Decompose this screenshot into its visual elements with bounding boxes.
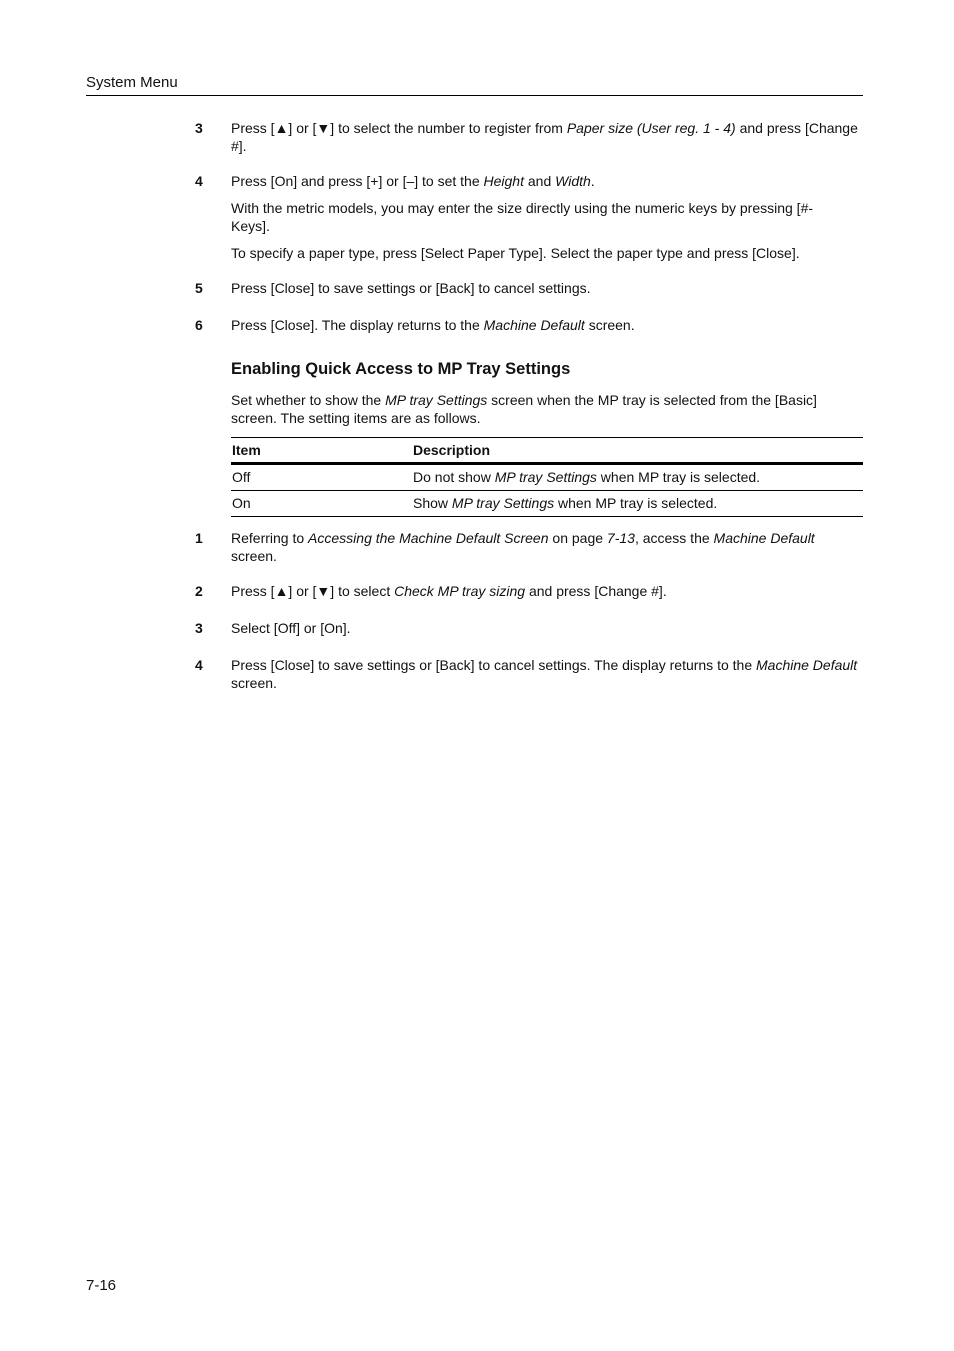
step-text: Select [Off] or [On]. xyxy=(231,620,351,636)
step-text: Press [▲] or [▼] to select the number to register from Paper size (User reg. 1 - 4) and press [Change #]. xyxy=(231,120,858,154)
step-2b xyxy=(195,582,863,600)
column-header-description: Description xyxy=(413,442,491,458)
step-1b xyxy=(195,529,863,565)
step-number: 3 xyxy=(195,620,203,636)
page-number: 7-16 xyxy=(86,1277,117,1294)
step-4b xyxy=(195,656,863,692)
section-intro: Set whether to show the MP tray Settings screen when the MP tray is selected from the [Basic] screen. The setting items are as follows. xyxy=(231,392,817,426)
step-text: Press [On] and press [+] or [–] to set the Height and Width. xyxy=(231,173,595,189)
table-row xyxy=(231,465,863,491)
step-number: 4 xyxy=(195,173,203,189)
step-6a xyxy=(195,316,863,334)
header-title: System Menu xyxy=(86,74,178,91)
step-5a xyxy=(195,279,863,297)
table-cell-item: Off xyxy=(232,469,251,485)
step-number: 1 xyxy=(195,530,203,546)
step-4a xyxy=(195,172,863,190)
column-header-item: Item xyxy=(232,442,261,458)
table-cell-description: Show MP tray Settings when MP tray is selected. xyxy=(413,495,718,511)
step-number: 2 xyxy=(195,583,203,599)
step-text: Press [Close] to save settings or [Back] to cancel settings. xyxy=(231,280,591,296)
page-header xyxy=(86,73,863,96)
table-cell-description: Do not show MP tray Settings when MP tray is selected. xyxy=(413,469,761,485)
step-text: Press [▲] or [▼] to select Check MP tray sizing and press [Change #]. xyxy=(231,583,667,599)
step-3b xyxy=(195,619,863,637)
step-text: Press [Close]. The display returns to the Machine Default screen. xyxy=(231,317,635,333)
table-cell-item: On xyxy=(232,495,251,511)
settings-table xyxy=(231,437,863,517)
step4-note-paper-type: To specify a paper type, press [Select Paper Type]. Select the paper type and press [Close]. xyxy=(231,245,800,261)
step-text: Press [Close] to save settings or [Back] to cancel settings. The display returns to the Machine Default screen. xyxy=(231,657,858,691)
step-3a xyxy=(195,119,863,155)
table-header-row xyxy=(231,438,863,465)
step-text: Referring to Accessing the Machine Default Screen on page 7-13, access the Machine Default screen. xyxy=(231,530,815,564)
step-number: 4 xyxy=(195,657,203,673)
step4-note-metric: With the metric models, you may enter the size directly using the numeric keys by pressing [#-Keys]. xyxy=(231,200,814,234)
table-row xyxy=(231,491,863,517)
step-number: 5 xyxy=(195,280,203,296)
section-heading: Enabling Quick Access to MP Tray Settings xyxy=(231,360,571,378)
step-number: 3 xyxy=(195,120,203,136)
step-number: 6 xyxy=(195,317,203,333)
